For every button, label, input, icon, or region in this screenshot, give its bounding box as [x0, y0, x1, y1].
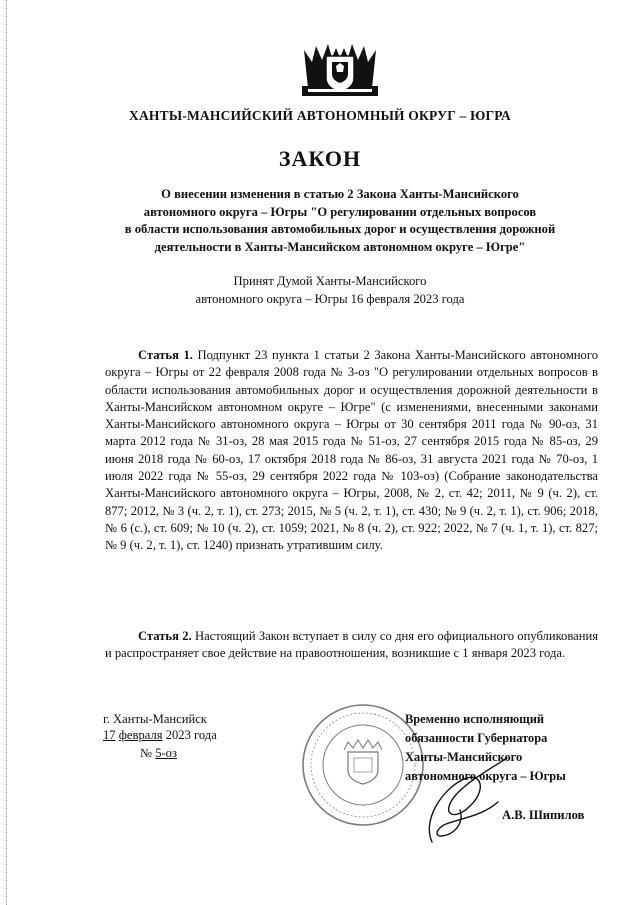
signer-name: А.В. Шипилов [502, 808, 585, 822]
law-title [90, 186, 590, 256]
scan-edge-divider [6, 0, 8, 905]
article-1-text: Подпункт 23 пункта 1 статьи 2 Закона Ханты-Мансийского автономного округа – Югры от 22 февраля 2008 года № 3-оз "О регулировании отдельных вопросов в области использования автомобильных дорог и осуществления дорожной деятельности в Ханты-Мансийском автономном округе – Югре" (с изменениями, внесенными законами Ханты-Мансийского автономного округа – Югры от 30 сентября 2011 года № 90-оз, 31 марта 2012 года № 31-оз, 28 мая 2015 года № 51-оз, 27 сентября 2015 года № 85-оз, 29 июня 2018 года № 60-оз, 17 октября 2018 года № 86-оз, 31 августа 2021 года № 70-оз, 1 июля 2022 года № 55-оз, 29 сентября 2022 года № 103-оз) (Собрание законодательства Ханты-Мансийского автономного округа – Югры, 2008, № 2, ст. 42; 2011, № 9 (ч. 2), ст. 877; 2012, № 3 (ч. 2, т. 1), ст. 273; 2015, № 5 (ч. 2, т. 1), ст. 430; № 9 (ч. 2, т. 1), ст. 906; 2018, № 6 (с.), ст. 609; № 10 (ч. 2), ст. 1059; 2021, № 8 (ч. 2), ст. 922; 2022, № 7 (ч. 1, т. 1), ст. 827; № 9 (ч. 2, т. 1), ст. 1240) признать утратившим силу. [105, 348, 599, 553]
article-2 [105, 628, 598, 663]
law-number [140, 746, 177, 761]
article-2-label: Статья 2. [138, 629, 192, 643]
law-number-prefix: № [140, 746, 153, 760]
date-day: 17 [103, 728, 116, 742]
law-title-line: в области использования автомобильных дорог и осуществления дорожной [124, 222, 556, 236]
coat-of-arms-icon [298, 40, 382, 102]
region-heading: ХАНТЫ-МАНСИЙСКИЙ АВТОНОМНЫЙ ОКРУГ – ЮГРА [129, 108, 511, 123]
signer-position-line: Временно исполняющий [405, 712, 544, 726]
signing-date [103, 728, 217, 743]
date-year: 2023 года [165, 728, 217, 742]
signing-place: г. Ханты-Мансийск [103, 712, 207, 726]
law-number-value: 5-оз [155, 746, 177, 760]
handwritten-signature [412, 750, 522, 850]
article-1-label: Статья 1. [138, 348, 193, 362]
adoption-note-line: автономного округа – Югры 16 февраля 2023 года [195, 292, 465, 306]
signer-position-line: Ханты-Мансийского [405, 750, 523, 764]
document-type-heading: ЗАКОН [278, 146, 362, 171]
signer-position-line: обязанности Губернатора [405, 731, 548, 745]
law-title-line: О внесении изменения в статью 2 Закона Ханты-Мансийского [161, 187, 519, 201]
article-2-text: Настоящий Закон вступает в силу со дня его официального опубликования и распространяет свое действие на правоотношения, возникшие с 1 января 2023 года. [105, 629, 598, 661]
signer-position-line: автономного округа – Югры [405, 769, 566, 783]
adoption-note-line: Принят Думой Ханты-Мансийского [233, 274, 427, 288]
article-1 [105, 347, 598, 555]
adoption-note [140, 272, 520, 308]
date-month: февраля [118, 728, 163, 742]
law-title-line: деятельности в Ханты-Мансийском автономном округе – Югре" [154, 239, 526, 254]
law-title-line: автономного округа – Югры "О регулировании отдельных вопросов [143, 204, 537, 219]
